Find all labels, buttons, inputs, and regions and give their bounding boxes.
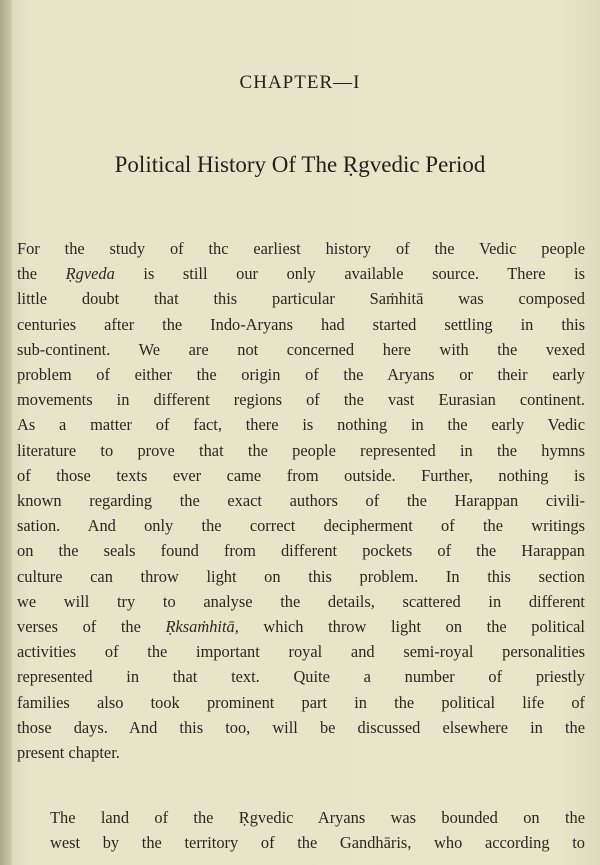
text-line: known regarding the exact authors of the Harappan civili- [17,491,585,511]
text-line: of those texts ever came from outside. Further, nothing is [17,465,585,485]
text-line: For the study of thc earliest history of the Vedic people [17,239,585,258]
text-line: families also took prominent part in the political life of [17,692,585,712]
text-line: west by the territory of the Gandhāris, who according to [50,833,585,853]
text-line: problem of either the origin of the Aryans or their early [17,365,585,385]
text-line: culture can throw light on this problem. In this section [17,566,585,586]
paragraph-1 [17,236,585,765]
text-line: centuries after the Indo-Aryans had started settling in this [17,314,585,334]
text-line: present chapter. [17,743,120,763]
paragraph-2 [17,805,585,855]
chapter-title: Political History Of The Ṛgvedic Period [114,152,486,177]
text-line: those days. And this too, will be discussed elsewhere in the [17,717,585,737]
text-line: movements in different regions of the vast Eurasian continent. [17,390,585,410]
page-binding-edge [0,0,12,865]
text-line: on the seals found from different pockets of the Harappan [17,541,585,561]
text-line: activities of the important royal and semi-royal personalities [17,642,585,662]
italic-term: Ṛksaṁhitā, [165,617,239,637]
text-line: we will try to analyse the details, scattered in different [17,591,585,611]
chapter-heading: CHAPTER—I [239,72,361,93]
text-line: sation. And only the correct decipherment of the writings [17,516,585,536]
text-line: verses of the Ṛksaṁhitā, which throw light on the political [17,617,585,637]
text-line: As a matter of fact, there is nothing in the early Vedic [17,415,585,435]
italic-term: Ṛgveda [65,264,115,284]
text-line: the Ṛgveda is still our only available source. There is [17,264,585,284]
text-line: sub-continent. We are not concerned here with the vexed [17,339,585,359]
text-line: little doubt that this particular Saṁhitā was composed [17,289,585,309]
text-line: represented in that text. Quite a number of priestly [17,667,585,687]
text-line: literature to prove that the people represented in the hymns [17,440,585,460]
text-line: The land of the Ṛgvedic Aryans was bounded on the [50,808,585,827]
